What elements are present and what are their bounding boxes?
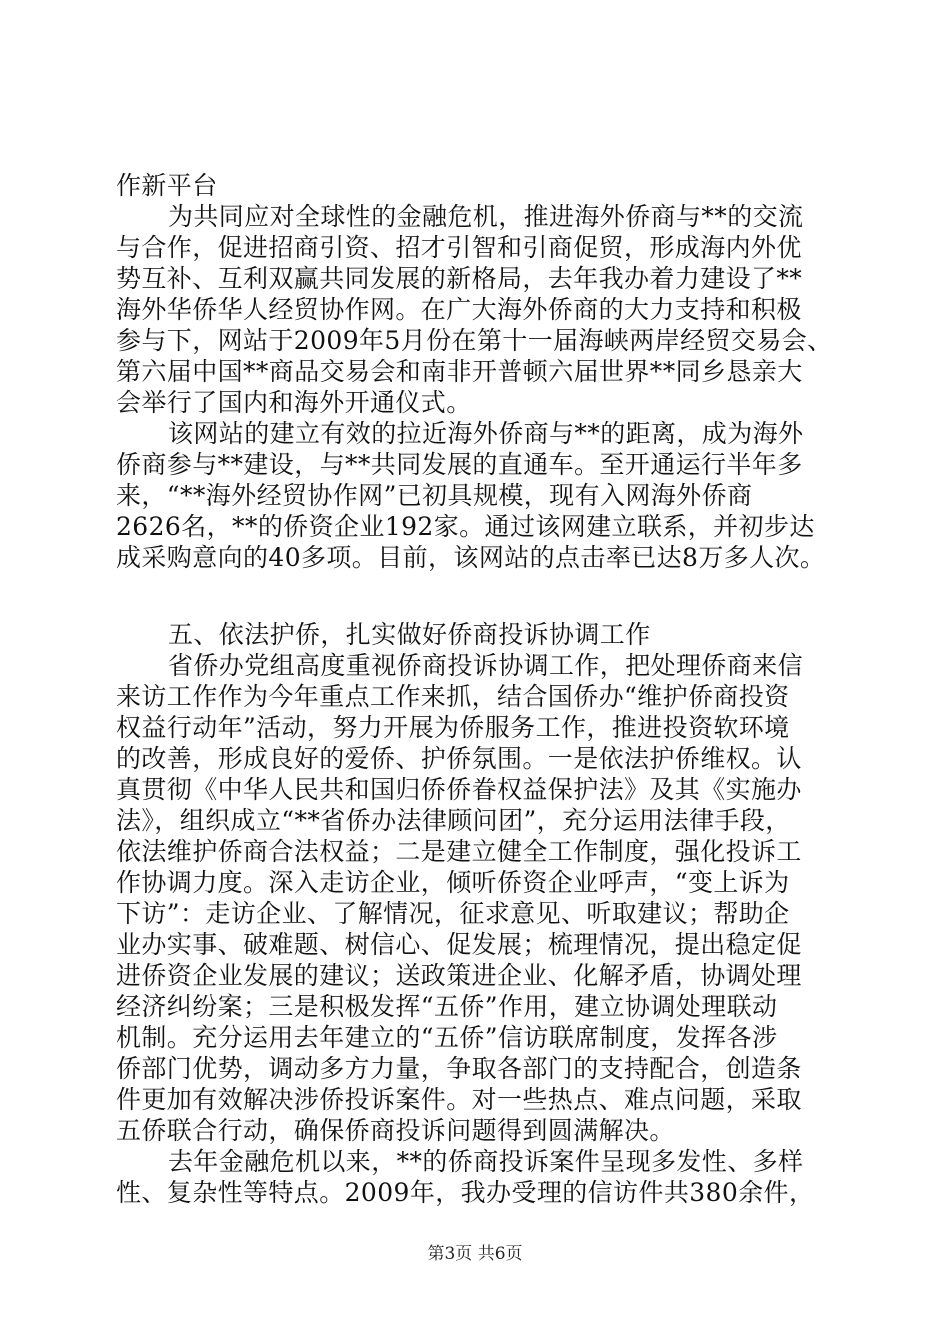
text-line: 成采购意向的40多项。目前，该网站的点击率已达8万多人次。 (116, 543, 826, 572)
text-line: 机制。充分运用去年建立的“五侨”信访联席制度，发挥各涉 (116, 1023, 778, 1052)
paragraph-first-line: 该网站的建立有效的拉近海外侨商与**的距离，成为海外 (168, 419, 804, 448)
text-line: 侨商参与**建设，与**共同发展的直通车。至开通运行半年多 (116, 450, 803, 479)
paragraph-first-line: 去年金融危机以来，**的侨商投诉案件呈现多发性、多样 (168, 1147, 804, 1176)
text-line: 2626名，**的侨资企业192家。通过该网建立联系，并初步达 (116, 512, 815, 541)
section-heading: 五、依法护侨，扎实做好侨商投诉协调工作 (168, 620, 651, 649)
text-line: 真贯彻《中华人民共和国归侨侨眷权益保护法》及其《实施办 (116, 775, 802, 804)
text-line: 的改善，形成良好的爱侨、护侨氛围。一是依法护侨维权。认 (116, 744, 802, 773)
text-line: 法》，组织成立“**省侨办法律顾问团”，充分运用法律手段， (116, 806, 791, 835)
text-line: 经济纠纷案；三是积极发挥“五侨”作用，建立协调处理联动 (116, 992, 778, 1021)
text-line: 业办实事、破难题、树信心、促发展；梳理情况，提出稳定促 (116, 930, 802, 959)
paragraph-first-line: 省侨办党组高度重视侨商投诉协调工作，把处理侨商来信 (168, 651, 804, 680)
text-line: 会举行了国内和海外开通仪式。 (116, 388, 472, 417)
text-line: 五侨联合行动，确保侨商投诉问题得到圆满解决。 (116, 1116, 675, 1145)
paragraph-first-line: 为共同应对全球性的金融危机，推进海外侨商与**的交流 (168, 202, 804, 231)
text-line: 权益行动年”活动，努力开展为侨服务工作，推进投资软环境 (116, 713, 790, 742)
text-line: 势互补、互利双赢共同发展的新格局，去年我办着力建设了** (116, 264, 803, 293)
text-line: 海外华侨华人经贸协作网。在广大海外侨商的大力支持和积极 (116, 295, 802, 324)
text-line: 来访工作作为今年重点工作来抓，结合国侨办“维护侨商投资 (116, 682, 790, 711)
text-line: 第六届中国**商品交易会和南非开普顿六届世界**同乡恳亲大 (116, 357, 803, 386)
text-line: 进侨资企业发展的建议；送政策进企业、化解矛盾，协调处理 (116, 961, 802, 990)
text-line: 依法维护侨商合法权益；二是建立健全工作制度，强化投诉工 (116, 837, 802, 866)
text-line: 与合作，促进招商引资、招才引智和引商促贸，形成海内外优 (116, 233, 802, 262)
text-line: 参与下，网站于2009年5月份在第十一届海峡两岸经贸交易会、 (116, 326, 833, 355)
text-line: 件更加有效解决涉侨投诉案件。对一些热点、难点问题，采取 (116, 1085, 802, 1114)
text-line: 来，“**海外经贸协作网”已初具规模，现有入网海外侨商 (116, 481, 753, 510)
page-number-footer: 第3页 共6页 (427, 1244, 523, 1264)
text-line: 侨部门优势，调动多方力量，争取各部门的支持配合，创造条 (116, 1054, 802, 1083)
section-spacer (116, 573, 836, 619)
text-line: 下访”：走访企业、了解情况，征求意见、听取建议；帮助企 (116, 899, 790, 928)
text-line: 性、复杂性等特点。2009年，我办受理的信访件共380余件， (116, 1178, 815, 1207)
text-line: 作协调力度。深入走访企业，倾听侨资企业呼声，“变上诉为 (116, 868, 790, 897)
text-line: 作新平台 (116, 171, 218, 200)
document-body (116, 170, 836, 1208)
